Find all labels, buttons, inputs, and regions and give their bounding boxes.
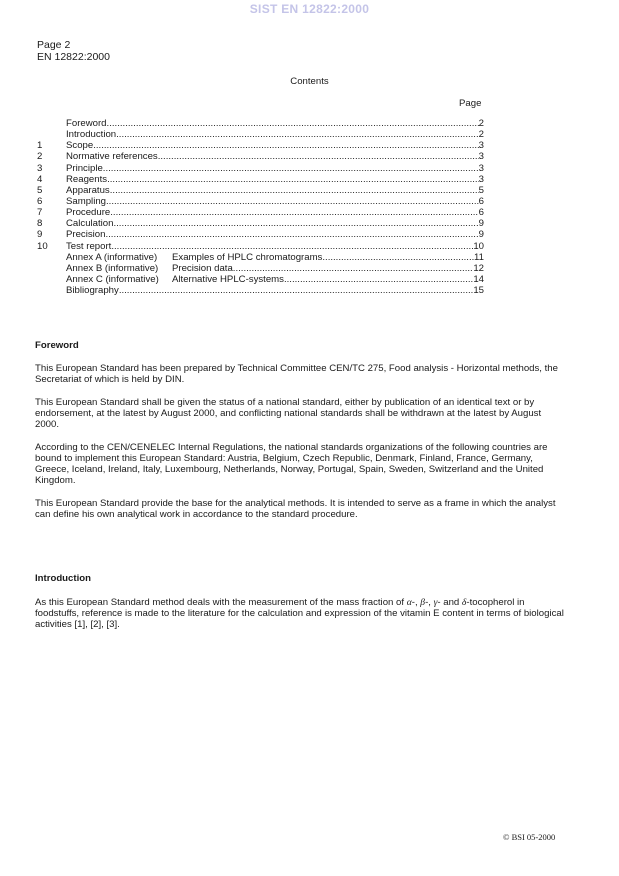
- toc-number: 4: [37, 173, 43, 185]
- toc-number: 9: [37, 229, 43, 241]
- toc-page-number: 6: [478, 207, 484, 219]
- toc-number: 7: [37, 207, 43, 219]
- toc-number: 3: [37, 162, 43, 174]
- toc-entry[interactable]: [37, 252, 484, 263]
- toc-entry[interactable]: [37, 140, 484, 151]
- copyright-footer: © BSI 05-2000: [503, 832, 556, 842]
- toc-entry[interactable]: [37, 129, 484, 140]
- toc-leader-dots: [107, 118, 479, 129]
- page-column-label: Page: [459, 98, 482, 109]
- toc-leader-dots: [116, 129, 479, 140]
- intro-text: -,: [411, 597, 421, 608]
- toc-entry[interactable]: [37, 151, 484, 162]
- toc-title: Test report: [66, 240, 112, 252]
- toc-leader-dots: [106, 196, 479, 207]
- toc-number: 1: [37, 140, 43, 152]
- toc-leader-dots: [103, 163, 479, 174]
- toc-page-number: 9: [478, 229, 484, 241]
- beta-symbol: β: [420, 597, 426, 608]
- toc-page-number: 11: [474, 251, 484, 263]
- page-number: Page 2: [37, 39, 71, 51]
- toc-entry[interactable]: [37, 185, 484, 196]
- foreword-paragraph: This European Standard has been prepared by Technical Committee CEN/TC 275, Food analysis - Horizontal methods, the Secretariat of which is held by DIN.: [35, 363, 558, 385]
- introduction-paragraph: [35, 598, 565, 631]
- toc-leader-dots: [322, 252, 474, 263]
- toc-page-number: 12: [473, 262, 484, 274]
- toc-page-number: 3: [478, 173, 484, 185]
- toc-title: Precision data: [172, 262, 233, 274]
- toc-page-number: 3: [478, 151, 484, 163]
- toc-title: Normative references: [66, 151, 158, 163]
- toc-title: Procedure: [66, 207, 111, 219]
- toc-page-number: 15: [473, 285, 484, 297]
- toc-annex-label: Annex C (informative): [66, 273, 159, 285]
- intro-text: As this European Standard method deals with the measurement of the mass fraction of: [35, 597, 407, 608]
- toc-leader-dots: [284, 274, 473, 285]
- toc-leader-dots: [93, 140, 478, 151]
- toc-entry[interactable]: [37, 196, 484, 207]
- toc-number: 6: [37, 195, 43, 207]
- toc-entry[interactable]: [37, 163, 484, 174]
- toc-page-number: 3: [478, 140, 484, 152]
- toc-entry[interactable]: [37, 274, 484, 285]
- watermark: SIST EN 12822:2000: [249, 2, 370, 16]
- toc-page-number: 5: [478, 184, 484, 196]
- foreword-paragraph: This European Standard shall be given the status of a national standard, either by publication of an identical text or by endorsement, at the latest by August 2000, and conflicting national standards shall be withdrawn at the latest by August 2000.: [35, 397, 542, 430]
- alpha-symbol: α: [406, 597, 412, 608]
- toc-annex-label: Annex A (informative): [66, 251, 158, 263]
- table-of-contents: [37, 118, 484, 296]
- toc-number: 2: [37, 151, 43, 163]
- toc-title: Apparatus: [66, 184, 110, 196]
- toc-leader-dots: [111, 241, 473, 252]
- intro-text: - and: [437, 597, 462, 608]
- toc-leader-dots: [233, 263, 474, 274]
- toc-entry[interactable]: [37, 174, 484, 185]
- introduction-heading: Introduction: [35, 573, 91, 584]
- toc-leader-dots: [158, 151, 479, 162]
- toc-page-number: 9: [478, 218, 484, 230]
- toc-entry[interactable]: [37, 218, 484, 229]
- delta-symbol: δ: [461, 597, 467, 608]
- toc-entry[interactable]: [37, 229, 484, 240]
- toc-leader-dots: [110, 185, 479, 196]
- toc-title: Sampling: [66, 195, 106, 207]
- toc-title: Precision: [66, 229, 106, 241]
- foreword-paragraph: According to the CEN/CENELEC Internal Regulations, the national standards organizations of the following countries are bound to implement this European Standard: Austria, Belgium, Czech Republic, Denmark, Finland, France, Germany, Greece, Iceland, Ireland, Italy, Luxembourg, Netherlands, Norway, Portugal, Spain, Sweden, Switzerland and the United Kingdom.: [35, 442, 548, 486]
- toc-number: 5: [37, 184, 43, 196]
- toc-page-number: 6: [478, 195, 484, 207]
- toc-title: Examples of HPLC chromatograms: [172, 251, 323, 263]
- toc-entry[interactable]: [37, 263, 484, 274]
- toc-entry[interactable]: [37, 118, 484, 129]
- toc-page-number: 10: [473, 240, 484, 252]
- toc-title: Scope: [66, 140, 94, 152]
- toc-title: Principle: [66, 162, 103, 174]
- toc-entry[interactable]: [37, 241, 484, 252]
- toc-title: Foreword: [66, 118, 107, 129]
- toc-annex-label: Annex B (informative): [66, 262, 159, 274]
- toc-leader-dots: [107, 174, 479, 185]
- page-header: [37, 39, 110, 63]
- toc-title: Alternative HPLC-systems: [172, 273, 284, 285]
- toc-page-number: 2: [478, 118, 484, 129]
- toc-leader-dots: [113, 218, 478, 229]
- toc-entry[interactable]: [37, 285, 484, 296]
- intro-text: -,: [425, 597, 434, 608]
- contents-title: Contents: [290, 76, 329, 87]
- toc-page-number: 3: [478, 162, 484, 174]
- toc-page-number: 2: [478, 129, 484, 141]
- toc-leader-dots: [105, 229, 478, 240]
- toc-number: 8: [37, 218, 43, 230]
- intro-text: -tocopherol in foodstuffs, reference is made to the literature for the calculation and expression of the vitamin E content in terms of biological activities [1], [2], [3].: [35, 597, 564, 630]
- toc-title: Bibliography: [66, 285, 119, 297]
- toc-entry[interactable]: [37, 207, 484, 218]
- toc-title: Reagents: [66, 173, 108, 185]
- foreword-paragraph: This European Standard provide the base for the analytical methods. It is intended to serve as a frame in which the analyst can define his own analytical work in accordance to the standard procedure.: [35, 498, 556, 520]
- toc-leader-dots: [110, 207, 478, 218]
- toc-page-number: 14: [473, 273, 484, 285]
- toc-number: 10: [37, 240, 48, 252]
- toc-title: Introduction: [66, 129, 117, 141]
- foreword-heading: Foreword: [35, 340, 79, 351]
- standard-number: EN 12822:2000: [37, 51, 110, 63]
- toc-leader-dots: [119, 285, 474, 296]
- toc-title: Calculation: [66, 218, 114, 230]
- gamma-symbol: γ: [433, 597, 438, 608]
